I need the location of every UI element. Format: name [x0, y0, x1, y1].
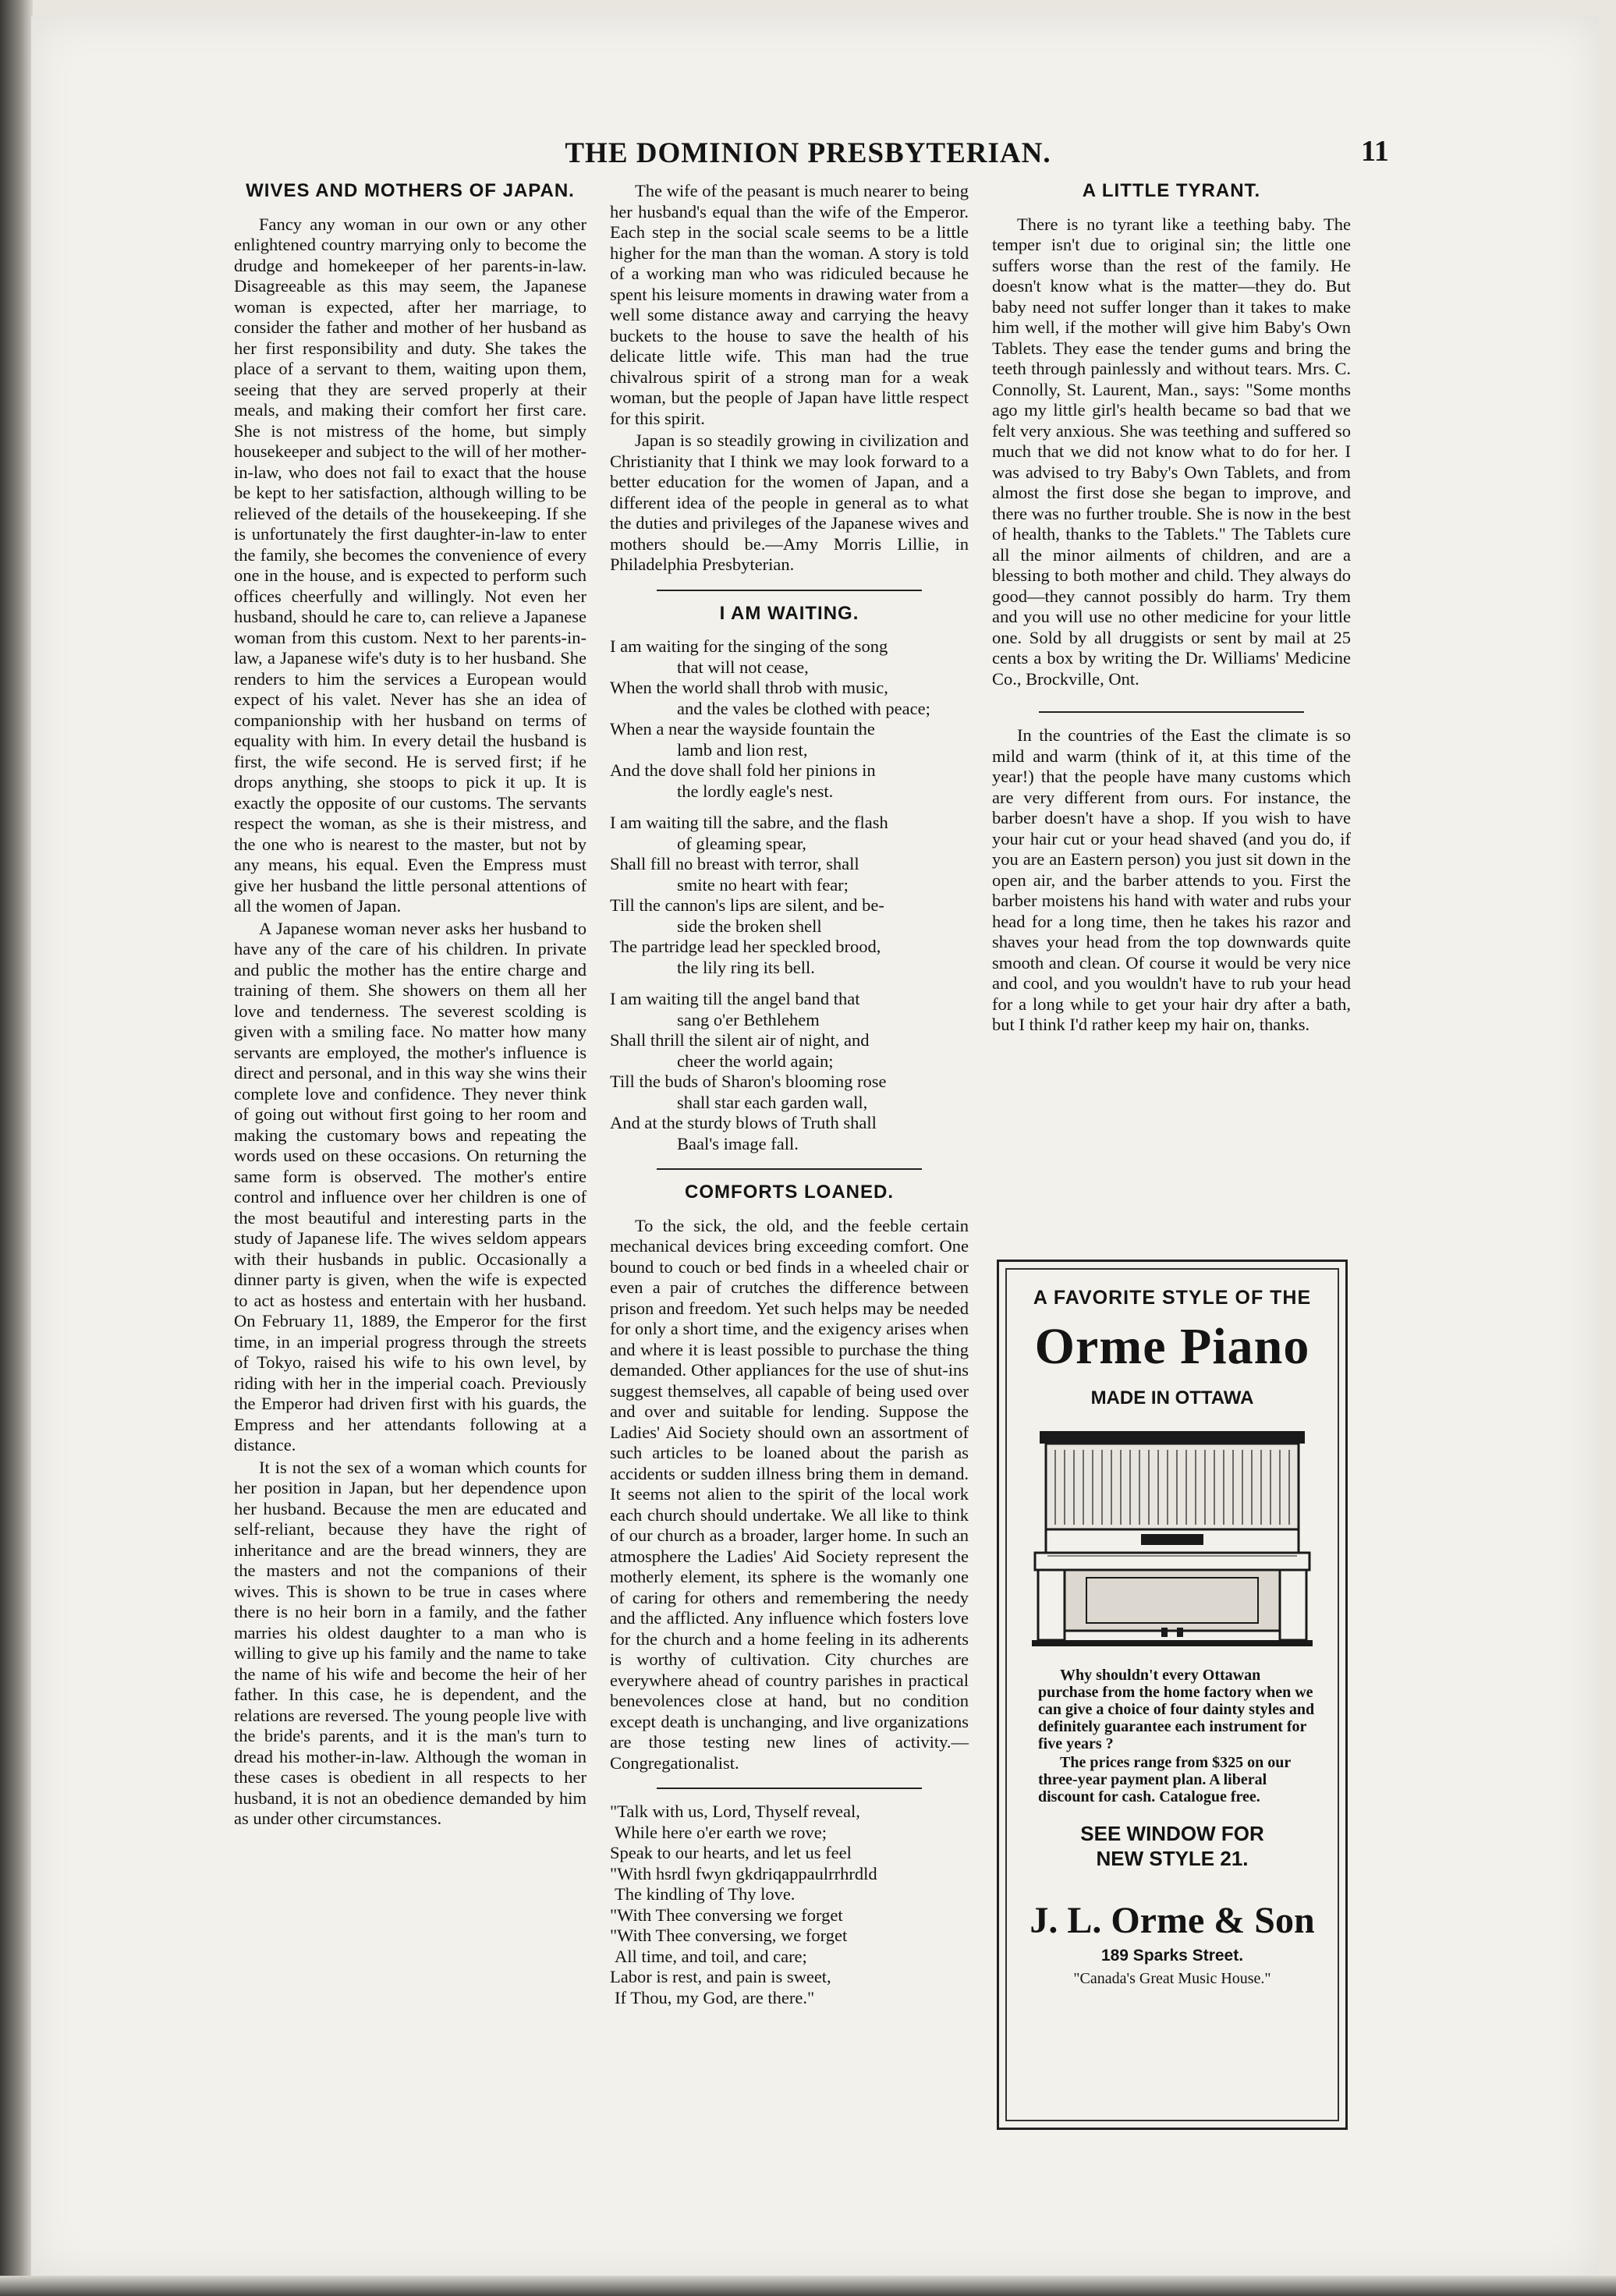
hymn-line: If Thou, my God, are there."	[615, 1987, 815, 2007]
book-spine-shadow	[0, 0, 33, 2296]
piano-illustration	[1024, 1423, 1320, 1649]
divider-rule	[657, 590, 922, 591]
poem-line: When a near the wayside fountain the lamb and lion rest,	[610, 719, 875, 760]
wives-paragraph-4: The wife of the peasant is much nearer to being her husband's equal than the wife of the Emperor. Each step in the social scale seems to be a little higher for the man than the woman. A story is told of a working man who was ridiculed because he spent his leisure moments in drawing water from a well some distance away and carrying the heavy buckets to the house to save the health of his delicate little wife. This man had the true chivalrous spirit of a strong man for a weak woman, but the people of Japan have little respect for this spirit.	[610, 181, 969, 428]
ad-headline: A FAVORITE STYLE OF THE	[1033, 1287, 1312, 1309]
article-title-wives: WIVES AND MOTHERS OF JAPAN.	[246, 180, 575, 201]
comforts-paragraph: To the sick, the old, and the feeble certain mechanical devices bring exceeding comfort. One bound to couch or bed finds in a wheeled chair or even a pair of crutches the difference between prison and freedom. Yet such helps may be needed for only a short time, and the exigency arises when and where it is least possible to purchase the thing demanded. Other appliances for the use of shut-ins suggest themselves, all capable of being used over and over and suitable for lending. Suppose the Ladies' Aid Society should own an assortment of such articles to be loaned about the parish as accidents or sudden illness bring them in demand. It seems not alien to the spirit of the local work each church should undertake. We all like to think of our church as a broader, larger home. In such an atmosphere the Ladies' Aid Society represent the motherly element, its sphere is the womanly one of caring for others and remembering the needy and the afflicted. Any influence which fosters love for the church and a home feeling in its adherents is worthy of cultivation. City churches are everywhere ahead of country parishes in practical benevolences close at hand, but no condition except death is unchanging, and live organizations are those testing new lines of activity.—Congregationalist.	[610, 1215, 969, 1773]
poem-stanza	[610, 636, 969, 802]
poem-line: I am waiting for the singing of the song that will not cease,	[610, 636, 888, 677]
column-1	[234, 181, 587, 1830]
ad-see-window	[1007, 1821, 1338, 1871]
article-title-tyrant: A LITTLE TYRANT.	[1082, 180, 1261, 201]
poem-line: Till the buds of Sharon's blooming rose shall star each garden wall,	[610, 1072, 887, 1112]
ad-see-line-1: SEE WINDOW FOR	[1080, 1822, 1264, 1845]
masthead: THE DOMINION PRESBYTERIAN.	[565, 137, 1051, 169]
divider-rule	[657, 1788, 922, 1789]
poem-stanza	[610, 813, 969, 978]
hymn-line: Speak to our hearts, and let us feel	[610, 1843, 852, 1862]
page-bottom-edge	[0, 2276, 1616, 2296]
ad-inner-border	[1005, 1268, 1339, 2121]
wives-paragraph-3: It is not the sex of a woman which counts for her position in Japan, but her dependence upon her husband. Because the men are educated and self-reliant, because they have the right of inheritance and are the bread winners, they are the masters and not the companions of their wives. This is shown to be true in cases where there is no heir born in a family, and the father marries his oldest daughter to a man who is willing to give up his family and the name to take the name of his wife and become the heir of her father. In this case, he is dependent, and the relations are reversed. The young people live with the bride's parents, and it is the man's turn to dread his mother-in-law. Although the woman in these cases is obedient in all respects to her husband, it is not an obedience demanded by him as under other circumstances.	[234, 1457, 587, 1828]
article-title-comforts: COMFORTS LOANED.	[685, 1182, 894, 1203]
ad-slogan: "Canada's Great Music House."	[1073, 1970, 1271, 1987]
wives-paragraph-5: Japan is so steadily growing in civilization and Christianity that I think we may look forward to a better education for the women of Japan, and a different idea of the people in general as to what the duties and privileges of the Japanese wives and mothers should be.—Amy Morris Lillie, in Philadelphia Presbyterian.	[610, 430, 969, 574]
piano-advertisement	[997, 1260, 1348, 2130]
hymn-line: "With hsrdl fwyn gkdriqappaulrrhrdld	[610, 1863, 877, 1883]
poem-line: I am waiting till the sabre, and the flash of gleaming spear,	[610, 813, 888, 853]
poem-line: Till the cannon's lips are silent, and be- side the broken shell	[610, 895, 884, 936]
poem-line: Shall fill no breast with terror, shall smite no heart with fear;	[610, 854, 859, 895]
ad-address: 189 Sparks Street.	[1100, 1947, 1244, 1965]
poem-line: Shall thrill the silent air of night, and cheer the world again;	[610, 1030, 870, 1071]
hymn-line: "Talk with us, Lord, Thyself reveal,	[610, 1802, 860, 1821]
ad-prices-text: The prices range from $325 on our three-year payment plan. A liberal discount for cash. Catalogue free.	[1038, 1754, 1291, 1805]
east-paragraph: In the countries of the East the climate is so mild and warm (think of it, at this time of the year!) that the people have many customs which are very different from ours. For instance, the barber doesn't have a shop. If you wish to have your hair cut or your head shaved (and you do, if you are an Eastern person) you just sit down in the open air, and the barber attends to you. First the barber moistens his hand with water and rubs your head for a long time, then he takes his razor and shaves your head from the top downwards quite smooth and clean. Of course it would be very nice and cool, and you wouldn't have to rub your head for a long while to get your hair dry after a bath, but I think I'd rather keep my hair on, thanks.	[992, 725, 1351, 1034]
ad-made-in: MADE IN OTTAWA	[1090, 1387, 1254, 1408]
poem-line: The partridge lead her speckled brood, the lily ring its bell.	[610, 937, 881, 977]
hymn-line: "With Thee conversing, we forget	[610, 1926, 848, 1945]
wives-paragraph-1: Fancy any woman in our own or any other enlightened country marrying only to become the drudge and homekeeper of her parents-in-law. Disagreeable as this may seem, the Japanese woman is expected, after her marriage, to consider the father and mother of her husband as her first responsibility and duty. She takes the place of a servant to them, waiting upon them, seeing that they are served properly at their meals, and making their comfort her first care. She is not mistress of the home, but simply housekeeper and subject to the will of her mother-in-law, who does not fail to exact that the house be kept to her satisfaction, although willing to be relieved of the details of the housekeeping. If she is unfortunately the first daughter-in-law to enter the family, she becomes the convenience of every one in the house, and is expected to perform such offices cheerfully and willingly. Not even her husband, should he care to, can relieve a Japanese woman from this custom. Next to her parents-in-law, a Japanese wife's duty is to her husband. She renders to him the services a European would expect of his valet. Never has she an idea of companionship with her husband on terms of equality with him. In every detail the husband is first, the wife second. He is served first; if he drops anything, she stoops to pick it up. It is exactly the opposite of our customs. The servants respect the woman, as she is their mistress, and the one who is nearest to the master, but not by any means, his equal. Even the Empress must give her husband the little personal attentions of all the women of Japan.	[234, 214, 587, 916]
hymn-line: While here o'er earth we rove;	[615, 1822, 827, 1842]
hymn-line: Labor is rest, and pain is sweet,	[610, 1967, 831, 1986]
wives-paragraph-2: A Japanese woman never asks her husband to have any of the care of his children. In private and public the mother has the entire charge and training of them. She showers on them all her love and tenderness. The severest scolding is given with a smiling face. No matter how many servants are employed, the mother's influence is direct and personal, and in this way she wins their complete love and confidence. They never think of going out without first going to her room and making the customary bows and repeating the words used on these occasions. On returning the same form is observed. The mother's entire control and influence over her children is one of the most beautiful and interesting parts in the study of Japanese life. The wives seldom appears with their husbands in public. Occasionally a dinner party is given, when the wife is expected to act as hostess and entertain with her husband. On February 11, 1889, the Emperor for the first time, in an imperial progress through the streets of Tokyo, raised his wife to his own level, by riding with her in the imperial coach. Previously the Emperor had driven first with his guards, the Empress and her attendants following at a distance.	[234, 918, 587, 1454]
page-number: 11	[1361, 135, 1389, 168]
column-2	[610, 181, 969, 2008]
poem-stanza	[610, 989, 969, 1154]
ad-body	[1038, 1667, 1316, 1805]
ad-brand-name: Orme Piano	[1034, 1318, 1310, 1375]
column-3	[992, 181, 1351, 1036]
ad-body-text: Why shouldn't every Ottawan purchase from the home factory when we can give a choice of four dainty styles and definitely guarantee each instrument for five years ?	[1038, 1667, 1315, 1752]
ad-firm-name: J. L. Orme & Son	[1029, 1900, 1315, 1941]
piano-icon	[1024, 1423, 1320, 1649]
divider-rule	[1039, 711, 1304, 713]
poem-line: And at the sturdy blows of Truth shall Baal's image fall.	[610, 1113, 877, 1153]
poem-line: When the world shall throb with music, and the vales be clothed with peace;	[610, 678, 930, 718]
hymn-line: All time, and toil, and care;	[615, 1946, 807, 1966]
divider-rule	[657, 1168, 922, 1170]
poem-line: And the dove shall fold her pinions in the lordly eagle's nest.	[610, 760, 876, 801]
poem-line: I am waiting till the angel band that sang o'er Bethlehem	[610, 989, 860, 1029]
ad-see-line-2: NEW STYLE 21.	[1096, 1847, 1249, 1870]
hymn-line: The kindling of Thy love.	[615, 1884, 796, 1904]
hymn-verse	[610, 1802, 969, 2008]
poem-title-waiting: I AM WAITING.	[719, 602, 859, 624]
hymn-line: "With Thee conversing we forget	[610, 1904, 843, 1925]
tyrant-paragraph: There is no tyrant like a teething baby. The temper isn't due to original sin; the little one suffers worse than the rest of the family. He doesn't know what is the matter—they do. But baby need not suffer longer than it takes to make him well, if the mother will give him Baby's Own Tablets. They ease the tender gums and bring the teeth through painlessly and without tears. Mrs. C. Connolly, St. Laurent, Man., says: "Some months ago my little girl's health became so bad that we felt very anxious. She was teething and suffered so much that we did not know what to do for her. I was advised to try Baby's Own Tablets, and from almost the first dose she began to improve, and there was no further trouble. She is now in the best of health, thanks to the Tablets." The Tablets cure all the minor ailments of children, and are a blessing to both mother and child. They always do good—they cannot possibly do harm. Try them and you will use no other medicine for your little one. Sold by all druggists or sent by mail at 25 cents a box by writing the Dr. Williams' Medicine Co., Brockville, Ont.	[992, 214, 1351, 689]
poem-waiting	[610, 636, 969, 1154]
